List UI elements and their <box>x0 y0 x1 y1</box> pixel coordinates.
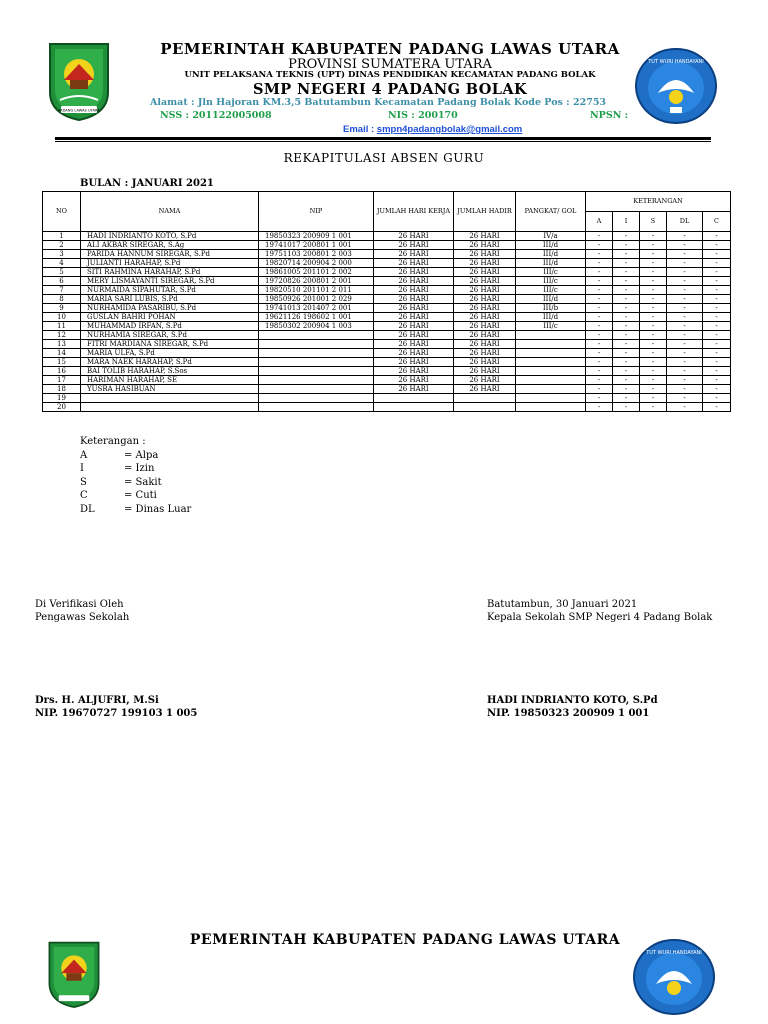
cell-i: - <box>613 322 640 331</box>
cell-s: - <box>640 394 667 403</box>
col-header-i: I <box>613 212 640 232</box>
col-header-no: NO <box>43 192 81 232</box>
signature-left-nip: NIP. 19670727 199103 1 005 <box>35 708 198 719</box>
cell-nip <box>259 385 374 394</box>
cell-hari-kerja: 26 HARI <box>374 340 454 349</box>
cell-nip: 19741017 200801 1 001 <box>259 241 374 250</box>
cell-hari-kerja: 26 HARI <box>374 295 454 304</box>
legend-title: Keterangan : <box>80 436 146 447</box>
cell-nama: MARIA ULFA, S.Pd <box>81 349 259 358</box>
cell-a: - <box>586 358 613 367</box>
cell-c: - <box>703 241 731 250</box>
table-row <box>43 304 731 313</box>
cell-c: - <box>703 295 731 304</box>
cell-pangkat: III/c <box>516 322 586 331</box>
cell-nama: MARA NAEK HARAHAP, S.Pd <box>81 358 259 367</box>
table-row <box>43 340 731 349</box>
table-row <box>43 232 731 241</box>
cell-hari-kerja: 26 HARI <box>374 358 454 367</box>
cell-hari-kerja: 26 HARI <box>374 268 454 277</box>
regency-emblem-logo-page2 <box>46 934 102 1014</box>
cell-c: - <box>703 322 731 331</box>
tut-wuri-handayani-logo-page2 <box>632 938 716 1016</box>
cell-s: - <box>640 295 667 304</box>
cell-dl: - <box>667 277 703 286</box>
cell-c: - <box>703 250 731 259</box>
cell-hadir: 26 HARI <box>454 232 516 241</box>
cell-a: - <box>586 331 613 340</box>
cell-hadir: 26 HARI <box>454 367 516 376</box>
table-row <box>43 358 731 367</box>
cell-a: - <box>586 367 613 376</box>
cell-s: - <box>640 376 667 385</box>
cell-s: - <box>640 304 667 313</box>
cell-no: 3 <box>43 250 81 259</box>
cell-i: - <box>613 358 640 367</box>
cell-a: - <box>586 385 613 394</box>
cell-hadir: 26 HARI <box>454 385 516 394</box>
document-title: REKAPITULASI ABSEN GURU <box>283 151 485 165</box>
cell-nama: ALI AKBAR SIREGAR, S.Ag <box>81 241 259 250</box>
cell-hari-kerja: 26 HARI <box>374 385 454 394</box>
cell-no: 9 <box>43 304 81 313</box>
cell-hadir: 26 HARI <box>454 268 516 277</box>
cell-a: - <box>586 313 613 322</box>
signature-right-nip: NIP. 19850323 200909 1 001 <box>487 708 650 719</box>
cell-a: - <box>586 286 613 295</box>
cell-nip <box>259 331 374 340</box>
table-row <box>43 268 731 277</box>
cell-hari-kerja: 26 HARI <box>374 277 454 286</box>
cell-nama: MARIA SARI LUBIS, S.Pd <box>81 295 259 304</box>
cell-nama: MERY LISMAYANTI SIREGAR, S.Pd <box>81 277 259 286</box>
cell-nip <box>259 340 374 349</box>
cell-no: 7 <box>43 286 81 295</box>
cell-c: - <box>703 403 731 412</box>
col-header-dl: DL <box>667 212 703 232</box>
cell-no: 18 <box>43 385 81 394</box>
school-nss: NSS : 201122005008 <box>160 110 272 121</box>
cell-hari-kerja: 26 HARI <box>374 376 454 385</box>
school-nis: NIS : 200170 <box>388 110 458 121</box>
cell-no: 16 <box>43 367 81 376</box>
cell-nama: GUSLAN BAHRI POHAN <box>81 313 259 322</box>
cell-i: - <box>613 250 640 259</box>
cell-a: - <box>586 340 613 349</box>
cell-dl: - <box>667 331 703 340</box>
cell-nip <box>259 367 374 376</box>
cell-a: - <box>586 232 613 241</box>
cell-a: - <box>586 250 613 259</box>
cell-c: - <box>703 349 731 358</box>
col-header-keterangan: KETERANGAN <box>586 192 731 212</box>
cell-nama: HADI INDRIANTO KOTO, S.Pd <box>81 232 259 241</box>
cell-nip: 19720826 200801 2 001 <box>259 277 374 286</box>
cell-pangkat: III/d <box>516 313 586 322</box>
cell-hari-kerja: 26 HARI <box>374 322 454 331</box>
cell-a: - <box>586 376 613 385</box>
cell-a: - <box>586 295 613 304</box>
cell-dl: - <box>667 313 703 322</box>
cell-pangkat <box>516 358 586 367</box>
cell-nama: YUSRA HASIBUAN <box>81 385 259 394</box>
legend-item: I = Izin <box>80 463 155 474</box>
regency-emblem-logo <box>46 40 112 122</box>
table-row <box>43 286 731 295</box>
cell-a: - <box>586 304 613 313</box>
col-header-nip: NIP <box>259 192 374 232</box>
cell-hadir: 26 HARI <box>454 340 516 349</box>
cell-hadir: 26 HARI <box>454 322 516 331</box>
letterhead-divider-thin <box>55 141 711 142</box>
cell-pangkat: III/d <box>516 295 586 304</box>
table-row <box>43 250 731 259</box>
cell-i: - <box>613 304 640 313</box>
cell-c: - <box>703 304 731 313</box>
svg-text:PADANG LAWAS UTARA: PADANG LAWAS UTARA <box>58 108 100 113</box>
cell-no: 19 <box>43 394 81 403</box>
cell-no: 13 <box>43 340 81 349</box>
cell-nama: FITRI MARDIANA SIREGAR, S.Pd <box>81 340 259 349</box>
cell-hadir <box>454 394 516 403</box>
cell-c: - <box>703 376 731 385</box>
cell-i: - <box>613 376 640 385</box>
tut-wuri-handayani-logo <box>634 47 718 125</box>
cell-dl: - <box>667 367 703 376</box>
table-row <box>43 313 731 322</box>
table-row <box>43 259 731 268</box>
table-row <box>43 241 731 250</box>
cell-hari-kerja: 26 HARI <box>374 313 454 322</box>
cell-nip: 19850926 201001 2 029 <box>259 295 374 304</box>
cell-c: - <box>703 340 731 349</box>
cell-pangkat <box>516 376 586 385</box>
cell-i: - <box>613 313 640 322</box>
attendance-table <box>42 191 731 412</box>
signature-right-name: HADI INDRIANTO KOTO, S.Pd <box>487 695 658 706</box>
cell-hari-kerja: 26 HARI <box>374 367 454 376</box>
cell-hadir: 26 HARI <box>454 313 516 322</box>
signature-left-line1: Di Verifikasi Oleh <box>35 599 124 610</box>
cell-nip <box>259 403 374 412</box>
cell-dl: - <box>667 403 703 412</box>
cell-s: - <box>640 277 667 286</box>
cell-i: - <box>613 232 640 241</box>
cell-no: 12 <box>43 331 81 340</box>
cell-a: - <box>586 349 613 358</box>
cell-i: - <box>613 241 640 250</box>
cell-hari-kerja: 26 HARI <box>374 241 454 250</box>
cell-c: - <box>703 313 731 322</box>
cell-nip: 19850323 200909 1 001 <box>259 232 374 241</box>
email-link[interactable]: smpn4padangbolak@gmail.com <box>376 124 523 135</box>
cell-hadir: 26 HARI <box>454 277 516 286</box>
cell-c: - <box>703 232 731 241</box>
cell-dl: - <box>667 340 703 349</box>
cell-dl: - <box>667 241 703 250</box>
cell-no: 4 <box>43 259 81 268</box>
cell-i: - <box>613 268 640 277</box>
cell-c: - <box>703 394 731 403</box>
cell-no: 20 <box>43 403 81 412</box>
cell-nama: SITI RAHMINA HARAHAP, S.Pd <box>81 268 259 277</box>
table-row <box>43 295 731 304</box>
cell-s: - <box>640 340 667 349</box>
cell-hari-kerja: 26 HARI <box>374 349 454 358</box>
cell-hadir: 26 HARI <box>454 286 516 295</box>
cell-pangkat <box>516 340 586 349</box>
letterhead-government: PEMERINTAH KABUPATEN PADANG LAWAS UTARA <box>160 40 620 58</box>
cell-s: - <box>640 241 667 250</box>
cell-hadir: 26 HARI <box>454 331 516 340</box>
cell-dl: - <box>667 376 703 385</box>
cell-i: - <box>613 295 640 304</box>
cell-s: - <box>640 358 667 367</box>
col-header-hari-kerja: JUMLAH HARI KERJA <box>374 192 454 232</box>
legend-item: S = Sakit <box>80 476 162 488</box>
svg-text:TUT WURI HANDAYANI: TUT WURI HANDAYANI <box>648 59 704 65</box>
cell-nip: 19741013 201407 2 001 <box>259 304 374 313</box>
cell-i: - <box>613 385 640 394</box>
cell-pangkat: IV/a <box>516 232 586 241</box>
cell-nip <box>259 358 374 367</box>
signature-left-name: Drs. H. ALJUFRI, M.Si <box>35 695 159 706</box>
cell-i: - <box>613 367 640 376</box>
cell-i: - <box>613 259 640 268</box>
cell-dl: - <box>667 304 703 313</box>
cell-nama: HARIMAN HARAHAP, SE <box>81 376 259 385</box>
table-row <box>43 385 731 394</box>
cell-hari-kerja: 26 HARI <box>374 304 454 313</box>
cell-c: - <box>703 331 731 340</box>
signature-left-line2: Pengawas Sekolah <box>35 612 130 623</box>
cell-no: 5 <box>43 268 81 277</box>
cell-nip: 19751103 200801 2 003 <box>259 250 374 259</box>
school-npsn: NPSN : <box>590 110 629 121</box>
cell-hadir: 26 HARI <box>454 358 516 367</box>
table-row <box>43 277 731 286</box>
letterhead-unit: UNIT PELAKSANA TEKNIS (UPT) DINAS PENDIDIKAN KECAMATAN PADANG BOLAK <box>184 70 596 80</box>
svg-text:TUT WURI HANDAYANI: TUT WURI HANDAYANI <box>646 950 702 956</box>
cell-hari-kerja <box>374 403 454 412</box>
cell-a: - <box>586 277 613 286</box>
cell-i: - <box>613 331 640 340</box>
cell-pangkat: III/d <box>516 259 586 268</box>
cell-dl: - <box>667 322 703 331</box>
cell-hari-kerja <box>374 394 454 403</box>
col-header-nama: NAMA <box>81 192 259 232</box>
table-row <box>43 394 731 403</box>
cell-hadir <box>454 403 516 412</box>
cell-s: - <box>640 322 667 331</box>
cell-pangkat: III/c <box>516 277 586 286</box>
email-label: Email : <box>343 124 377 135</box>
attendance-table-body <box>43 232 731 412</box>
cell-a: - <box>586 403 613 412</box>
cell-i: - <box>613 394 640 403</box>
cell-c: - <box>703 367 731 376</box>
cell-s: - <box>640 250 667 259</box>
cell-hari-kerja: 26 HARI <box>374 259 454 268</box>
table-row <box>43 403 731 412</box>
table-row <box>43 376 731 385</box>
cell-dl: - <box>667 394 703 403</box>
cell-dl: - <box>667 385 703 394</box>
cell-i: - <box>613 277 640 286</box>
cell-c: - <box>703 259 731 268</box>
cell-s: - <box>640 268 667 277</box>
cell-s: - <box>640 349 667 358</box>
school-address: Alamat : Jln Hajoran KM.3,5 Batutambun Kecamatan Padang Bolak Kode Pos : 22753 <box>150 97 607 108</box>
cell-hari-kerja: 26 HARI <box>374 232 454 241</box>
cell-i: - <box>613 340 640 349</box>
col-header-hadir: JUMLAH HADIR <box>454 192 516 232</box>
table-row <box>43 331 731 340</box>
cell-nip: 19820510 201101 2 011 <box>259 286 374 295</box>
cell-no: 2 <box>43 241 81 250</box>
cell-no: 1 <box>43 232 81 241</box>
cell-s: - <box>640 286 667 295</box>
cell-no: 15 <box>43 358 81 367</box>
table-row <box>43 349 731 358</box>
cell-i: - <box>613 286 640 295</box>
cell-c: - <box>703 268 731 277</box>
cell-dl: - <box>667 286 703 295</box>
cell-c: - <box>703 277 731 286</box>
cell-no: 17 <box>43 376 81 385</box>
cell-nama: PARIDA HANNUM SIREGAR, S.Pd <box>81 250 259 259</box>
cell-pangkat <box>516 394 586 403</box>
cell-no: 11 <box>43 322 81 331</box>
cell-hadir: 26 HARI <box>454 259 516 268</box>
cell-no: 6 <box>43 277 81 286</box>
cell-dl: - <box>667 358 703 367</box>
col-header-c: C <box>703 212 731 232</box>
cell-c: - <box>703 286 731 295</box>
cell-pangkat <box>516 385 586 394</box>
cell-no: 10 <box>43 313 81 322</box>
cell-a: - <box>586 268 613 277</box>
cell-nip: 19621126 198602 1 001 <box>259 313 374 322</box>
signature-right-line1: Batutambun, 30 Januari 2021 <box>487 599 638 610</box>
cell-s: - <box>640 403 667 412</box>
col-header-pangkat: PANGKAT/ GOL <box>516 192 586 232</box>
cell-nama: BAI TOLIB HARAHAP, S.Sos <box>81 367 259 376</box>
page2-letterhead-government: PEMERINTAH KABUPATEN PADANG LAWAS UTARA <box>189 932 621 948</box>
cell-hari-kerja: 26 HARI <box>374 250 454 259</box>
cell-nama: MUHAMMAD IRFAN, S.Pd <box>81 322 259 331</box>
legend-item: A = Alpa <box>80 449 159 461</box>
cell-pangkat <box>516 403 586 412</box>
cell-a: - <box>586 322 613 331</box>
cell-no: 14 <box>43 349 81 358</box>
cell-hari-kerja: 26 HARI <box>374 286 454 295</box>
cell-nip <box>259 376 374 385</box>
cell-i: - <box>613 349 640 358</box>
cell-nama: JULIANTI HARAHAP, S.Pd <box>81 259 259 268</box>
cell-s: - <box>640 232 667 241</box>
cell-c: - <box>703 358 731 367</box>
col-header-a: A <box>586 212 613 232</box>
cell-nip <box>259 394 374 403</box>
school-email-line <box>343 124 522 135</box>
cell-pangkat: III/c <box>516 268 586 277</box>
cell-a: - <box>586 394 613 403</box>
cell-hadir: 26 HARI <box>454 304 516 313</box>
cell-pangkat: III/d <box>516 250 586 259</box>
cell-dl: - <box>667 295 703 304</box>
cell-dl: - <box>667 232 703 241</box>
cell-pangkat <box>516 331 586 340</box>
cell-pangkat <box>516 349 586 358</box>
cell-dl: - <box>667 268 703 277</box>
cell-pangkat: III/d <box>516 241 586 250</box>
cell-c: - <box>703 385 731 394</box>
cell-s: - <box>640 367 667 376</box>
cell-pangkat <box>516 367 586 376</box>
cell-nama: NURHAMIA SIREGAR, S.Pd <box>81 331 259 340</box>
cell-a: - <box>586 259 613 268</box>
cell-nip: 19861005 201101 2 002 <box>259 268 374 277</box>
cell-nama: NURHAMIDA PASARIBU, S.Pd <box>81 304 259 313</box>
cell-pangkat: III/b <box>516 304 586 313</box>
col-header-s: S <box>640 212 667 232</box>
table-row <box>43 367 731 376</box>
cell-i: - <box>613 403 640 412</box>
letterhead-divider-thick <box>55 137 711 140</box>
cell-dl: - <box>667 349 703 358</box>
cell-a: - <box>586 241 613 250</box>
cell-s: - <box>640 259 667 268</box>
cell-s: - <box>640 331 667 340</box>
letterhead-school: SMP NEGERI 4 PADANG BOLAK <box>252 81 528 98</box>
cell-s: - <box>640 313 667 322</box>
signature-right-line2: Kepala Sekolah SMP Negeri 4 Padang Bolak <box>487 612 713 623</box>
cell-nama: NURMAIDA SIPAHUTAR, S.Pd <box>81 286 259 295</box>
cell-nip: 19820714 200904 2 000 <box>259 259 374 268</box>
legend <box>80 436 192 517</box>
cell-hadir: 26 HARI <box>454 250 516 259</box>
legend-item: C = Cuti <box>80 490 157 501</box>
legend-item: DL = Dinas Luar <box>80 503 192 515</box>
table-row <box>43 322 731 331</box>
cell-hari-kerja: 26 HARI <box>374 331 454 340</box>
cell-s: - <box>640 385 667 394</box>
cell-hadir: 26 HARI <box>454 376 516 385</box>
cell-pangkat: III/c <box>516 286 586 295</box>
document-month: BULAN : JANUARI 2021 <box>80 178 214 189</box>
cell-no: 8 <box>43 295 81 304</box>
cell-dl: - <box>667 259 703 268</box>
cell-hadir: 26 HARI <box>454 349 516 358</box>
cell-dl: - <box>667 250 703 259</box>
cell-hadir: 26 HARI <box>454 295 516 304</box>
cell-nip: 19850302 200904 1 003 <box>259 322 374 331</box>
cell-nama <box>81 394 259 403</box>
cell-hadir: 26 HARI <box>454 241 516 250</box>
cell-nip <box>259 349 374 358</box>
letterhead-province: PROVINSI SUMATERA UTARA <box>288 57 492 72</box>
cell-nama <box>81 403 259 412</box>
